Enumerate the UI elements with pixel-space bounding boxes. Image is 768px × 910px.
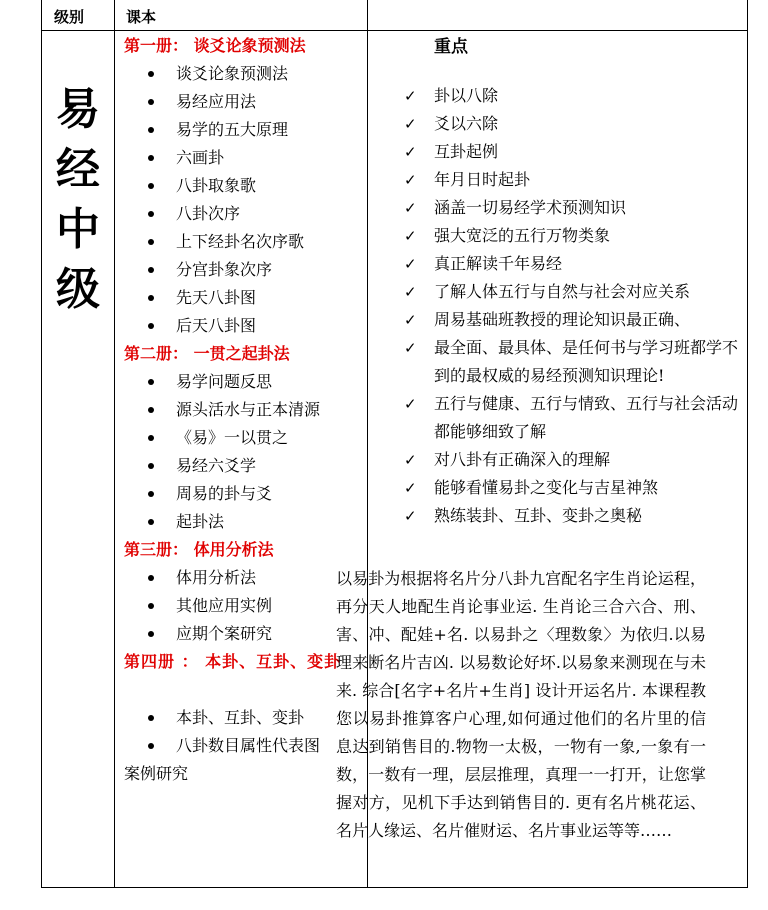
bullet-icon bbox=[148, 71, 154, 77]
book-2-title: 第二册： 一贯之起卦法 bbox=[124, 344, 290, 363]
focus-item: ✓ 年月日时起卦 bbox=[378, 166, 738, 194]
bullet-icon bbox=[148, 323, 154, 329]
focus-item: ✓ 周易基础班教授的理论知识最正确、 bbox=[378, 306, 738, 334]
checkmark-icon: ✓ bbox=[404, 507, 417, 525]
bullet-icon bbox=[148, 491, 154, 497]
bullet-icon bbox=[148, 295, 154, 301]
focus-item: ✓ 最全面、最具体、是任何书与学习班都学不到的最权威的易经预测知识理论! bbox=[378, 334, 738, 390]
book-4-tail: 案例研究 bbox=[124, 764, 189, 783]
checkmark-icon: ✓ bbox=[404, 227, 417, 245]
checkmark-icon: ✓ bbox=[404, 255, 417, 273]
bullet-icon bbox=[148, 603, 154, 609]
focus-item: ✓ 互卦起例 bbox=[378, 138, 738, 166]
course-list bbox=[124, 32, 364, 788]
book-1-title: 第一册： 谈爻论象预测法 bbox=[124, 36, 306, 55]
bullet-icon bbox=[148, 631, 154, 637]
list-item: 易学的五大原理 bbox=[124, 116, 364, 144]
focus-item: ✓ 了解人体五行与自然与社会对应关系 bbox=[378, 278, 738, 306]
bullet-icon bbox=[148, 267, 154, 273]
list-item: 易学问题反思 bbox=[124, 368, 364, 396]
checkmark-icon: ✓ bbox=[404, 451, 417, 469]
list-item: 本卦、互卦、变卦 bbox=[124, 704, 364, 732]
bullet-icon bbox=[148, 183, 154, 189]
checkmark-icon: ✓ bbox=[404, 87, 417, 105]
column-divider-1 bbox=[114, 0, 115, 887]
bullet-icon bbox=[148, 239, 154, 245]
focus-section bbox=[378, 32, 738, 530]
level-char: 级 bbox=[56, 264, 100, 315]
bullet-icon bbox=[148, 575, 154, 581]
list-item: 易经应用法 bbox=[124, 88, 364, 116]
focus-title: 重点 bbox=[434, 37, 468, 57]
list-item: 六画卦 bbox=[124, 144, 364, 172]
list-item: 八卦次序 bbox=[124, 200, 364, 228]
book-3-title: 第三册： 体用分析法 bbox=[124, 540, 274, 559]
list-item: 分宫卦象次序 bbox=[124, 256, 364, 284]
focus-item: ✓ 五行与健康、五行与情致、五行与社会活动都能够细致了解 bbox=[378, 390, 738, 446]
header-divider bbox=[42, 30, 747, 31]
list-item: 八卦取象歌 bbox=[124, 172, 364, 200]
list-item: 源头活水与正本清源 bbox=[124, 396, 364, 424]
bullet-icon bbox=[148, 519, 154, 525]
list-item: 体用分析法 bbox=[124, 564, 364, 592]
level-char: 经 bbox=[56, 144, 100, 195]
level-char: 易 bbox=[56, 84, 100, 135]
level-name bbox=[42, 80, 114, 320]
checkmark-icon: ✓ bbox=[404, 395, 417, 413]
book-4-title: 第四册 ： 本卦、互卦、变卦 bbox=[124, 652, 342, 671]
checkmark-icon: ✓ bbox=[404, 115, 417, 133]
focus-item: ✓ 真正解读千年易经 bbox=[378, 250, 738, 278]
list-item: 后天八卦图 bbox=[124, 312, 364, 340]
list-item: 其他应用实例 bbox=[124, 592, 364, 620]
bullet-icon bbox=[148, 127, 154, 133]
level-char: 中 bbox=[56, 204, 100, 255]
bullet-icon bbox=[148, 435, 154, 441]
course-description: 以易卦为根据将名片分八卦九宫配名字生肖论运程，再分天人地配生肖论事业运. 生肖论三合六合、刑、害、冲、配娃+名. 以易卦之〈理数象〉为依归.以易理来断名片吉凶. 以易数论好坏.以易象来测现在与未来. 综合[名字+名片+生肖] 设计开运名片. 本课程教您以易卦推算客户心理,如何通过他们的名片里的信息达到销售目的.物物一太极，一物有一象,一象有一数，一数有一理，层层推理，真理一一打开，让您掌握对方，见机下手达到销售目的. 更有名片桃花运、名片人缘运、名片催财运、名片事业运等等…… bbox=[336, 569, 706, 840]
bullet-icon bbox=[148, 379, 154, 385]
bullet-icon bbox=[148, 715, 154, 721]
focus-item: ✓ 能够看懂易卦之变化与吉星神煞 bbox=[378, 474, 738, 502]
bullet-icon bbox=[148, 463, 154, 469]
level-header: 级别 bbox=[54, 8, 85, 26]
bullet-icon bbox=[148, 155, 154, 161]
list-item: 起卦法 bbox=[124, 508, 364, 536]
list-item: 周易的卦与爻 bbox=[124, 480, 364, 508]
checkmark-icon: ✓ bbox=[404, 283, 417, 301]
bullet-icon bbox=[148, 99, 154, 105]
focus-item: ✓ 爻以六除 bbox=[378, 110, 738, 138]
course-header: 课本 bbox=[126, 8, 157, 26]
list-item: 应期个案研究 bbox=[124, 620, 364, 648]
focus-item: ✓ 强大宽泛的五行万物类象 bbox=[378, 222, 738, 250]
checkmark-icon: ✓ bbox=[404, 339, 417, 357]
list-item: 谈爻论象预测法 bbox=[124, 60, 364, 88]
checkmark-icon: ✓ bbox=[404, 171, 417, 189]
list-item: 上下经卦名次序歌 bbox=[124, 228, 364, 256]
focus-item: ✓ 对八卦有正确深入的理解 bbox=[378, 446, 738, 474]
focus-item: ✓ 涵盖一切易经学术预测知识 bbox=[378, 194, 738, 222]
bullet-icon bbox=[148, 407, 154, 413]
checkmark-icon: ✓ bbox=[404, 479, 417, 497]
checkmark-icon: ✓ bbox=[404, 143, 417, 161]
list-item: 先天八卦图 bbox=[124, 284, 364, 312]
checkmark-icon: ✓ bbox=[404, 311, 417, 329]
list-item: 易经六爻学 bbox=[124, 452, 364, 480]
focus-item: ✓ 熟练装卦、互卦、变卦之奥秘 bbox=[378, 502, 738, 530]
list-item: 八卦数目属性代表图 bbox=[124, 732, 364, 760]
list-item: 《易》一以贯之 bbox=[124, 424, 364, 452]
checkmark-icon: ✓ bbox=[404, 199, 417, 217]
bullet-icon bbox=[148, 743, 154, 749]
bullet-icon bbox=[148, 211, 154, 217]
focus-item: ✓ 卦以八除 bbox=[378, 82, 738, 110]
